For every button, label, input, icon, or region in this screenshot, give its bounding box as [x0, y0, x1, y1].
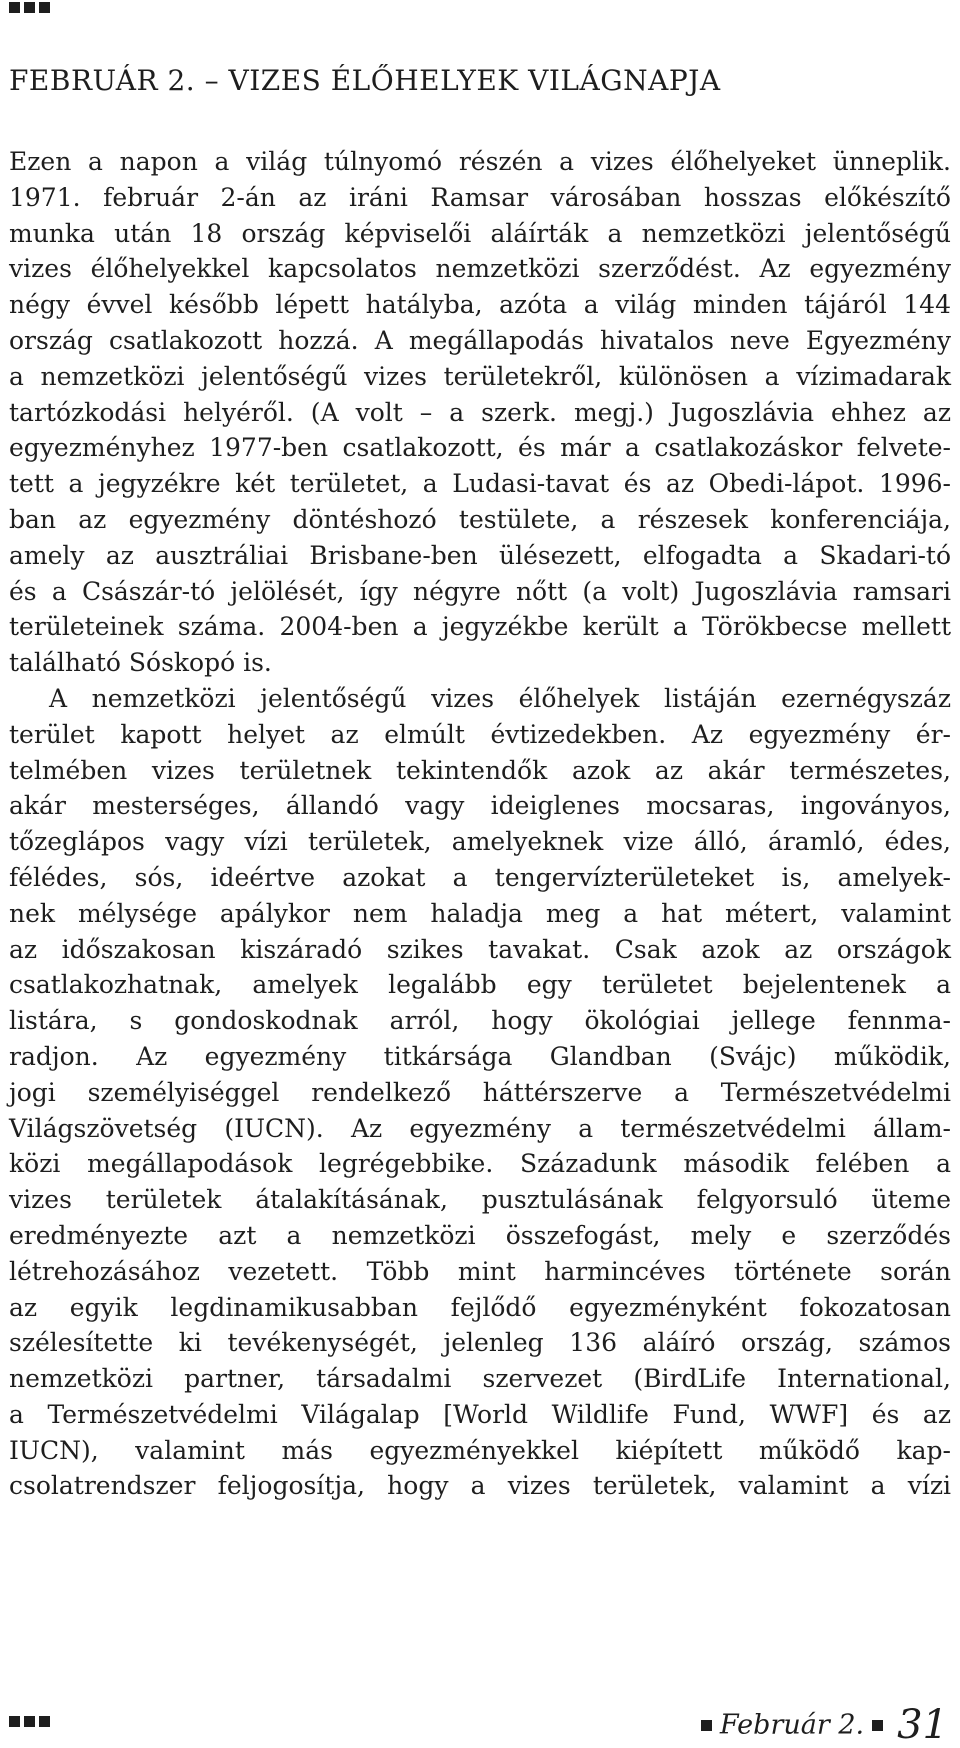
page-footer	[0, 1702, 960, 1748]
text-line: terület kapott helyet az elmúlt évtizedekben. Az egyezmény ér-	[9, 719, 951, 749]
text-line: csatlakozhatnak, amelyek legalább egy területet bejelentenek a	[9, 970, 951, 1000]
article-body	[9, 144, 951, 1504]
text-line: a nemzetközi jelentőségű vizes területekről, különösen a vízimadarak	[9, 361, 951, 391]
text-line: egyezményhez 1977-ben csatlakozott, és már a csatlakozáskor felvete-	[9, 433, 951, 463]
text-line: radjon. Az egyezmény titkársága Glandban (Svájc) működik,	[9, 1041, 951, 1071]
text-line: jogi személyiséggel rendelkező háttérszerve a Természetvédelmi	[9, 1077, 951, 1107]
text-line: IUCN), valamint más egyezményekkel kiépített működő kap-	[9, 1435, 951, 1465]
text-line: Ezen a napon a világ túlnyomó részén a vizes élőhelyeket ünneplik.	[9, 147, 951, 176]
square-mark	[39, 2, 50, 13]
square-mark	[9, 2, 20, 13]
text-line: közi megállapodások legrégebbike. Századunk második felében a	[9, 1149, 951, 1179]
page-number: 31	[897, 1702, 948, 1748]
text-line: az időszakosan kiszáradó szikes tavakat. Csak azok az országok	[9, 934, 951, 964]
text-line: amely az ausztráliai Brisbane-ben ülésezett, elfogadta a Skadari-tó	[9, 540, 951, 570]
text-line: eredményezte azt a nemzetközi összefogást, mely e szerződés	[9, 1220, 951, 1250]
text-line: létrehozásához vezetett. Több mint harmincéves története során	[9, 1256, 951, 1286]
square-mark	[39, 1716, 50, 1727]
text-line: vizes területek átalakításának, pusztulásának felgyorsuló üteme	[9, 1185, 951, 1215]
text-line: az egyik legdinamikusabban fejlődő egyezményként fokozatosan	[9, 1292, 951, 1322]
page-title: FEBRUÁR 2. – VIZES ÉLŐHELYEK VILÁGNAPJA	[9, 64, 721, 97]
square-mark	[9, 1716, 20, 1727]
text-line: tőzeglápos vagy vízi területek, amelyeknek vize álló, áramló, édes,	[9, 827, 951, 857]
text-line: telmében vizes területnek tekintendők azok az akár természetes,	[9, 755, 951, 785]
text-line: Világszövetség (IUCN). Az egyezmény a természetvédelmi állam-	[9, 1113, 951, 1143]
square-mark	[701, 1720, 712, 1731]
text-line: A nemzetközi jelentőségű vizes élőhelyek listáján ezernégyszáz	[49, 683, 951, 713]
text-line: a Természetvédelmi Világalap [World Wildlife Fund, WWF] és az	[9, 1399, 951, 1429]
text-line: területeinek száma. 2004-ben a jegyzékbe került a Törökbecse mellett	[9, 612, 951, 642]
text-line: vizes élőhelyekkel kapcsolatos nemzetközi szerződést. Az egyezmény	[9, 254, 951, 284]
text-line: és a Császár-tó jelölését, így négyre nőtt (a volt) Jugoszlávia ramsari	[9, 576, 951, 606]
text-line: ban az egyezmény döntéshozó testülete, a részesek konferenciája,	[9, 504, 951, 534]
text-line: félédes, sós, ideértve azokat a tengervízterületeket is, amelyek-	[9, 862, 951, 892]
top-square-ornament	[9, 2, 54, 13]
text-line: munka után 18 ország képviselői aláírták a nemzetközi jelentőségű	[9, 218, 951, 248]
text-line: négy évvel később lépett hatályba, azóta a világ minden tájáról 144	[9, 290, 951, 320]
square-mark	[24, 2, 35, 13]
text-line: ország csatlakozott hozzá. A megállapodás hivatalos neve Egyezmény	[9, 325, 951, 355]
text-line: nemzetközi partner, társadalmi szervezet (BirdLife International,	[9, 1364, 951, 1394]
text-line: található Sóskopó is.	[9, 648, 272, 678]
text-line: tett a jegyzékre két területet, a Ludasi-tavat és az Obedi-lápot. 1996-	[9, 469, 951, 499]
footer-folio	[693, 1702, 948, 1748]
text-line: nek mélysége apálykor nem haladja meg a hat métert, valamint	[9, 898, 951, 928]
text-line: csolatrendszer feljogosítja, hogy a vizes területek, valamint a vízi	[9, 1471, 951, 1501]
text-line: listára, s gondoskodnak arról, hogy ökológiai jellege fennma-	[9, 1006, 951, 1036]
text-line: akár mesterséges, állandó vagy ideiglenes mocsaras, ingoványos,	[9, 791, 951, 821]
text-line: 1971. február 2-án az iráni Ramsar városában hosszas előkészítő	[9, 182, 951, 212]
text-line: tartózkodási helyéről. (A volt – a szerk. megj.) Jugoszlávia ehhez az	[9, 397, 951, 427]
square-mark	[872, 1720, 883, 1731]
square-mark	[24, 1716, 35, 1727]
text-line: szélesítette ki tevékenységét, jelenleg 136 aláíró ország, számos	[9, 1328, 951, 1358]
running-head: Február 2.	[719, 1709, 865, 1741]
footer-square-ornament	[9, 1716, 54, 1727]
